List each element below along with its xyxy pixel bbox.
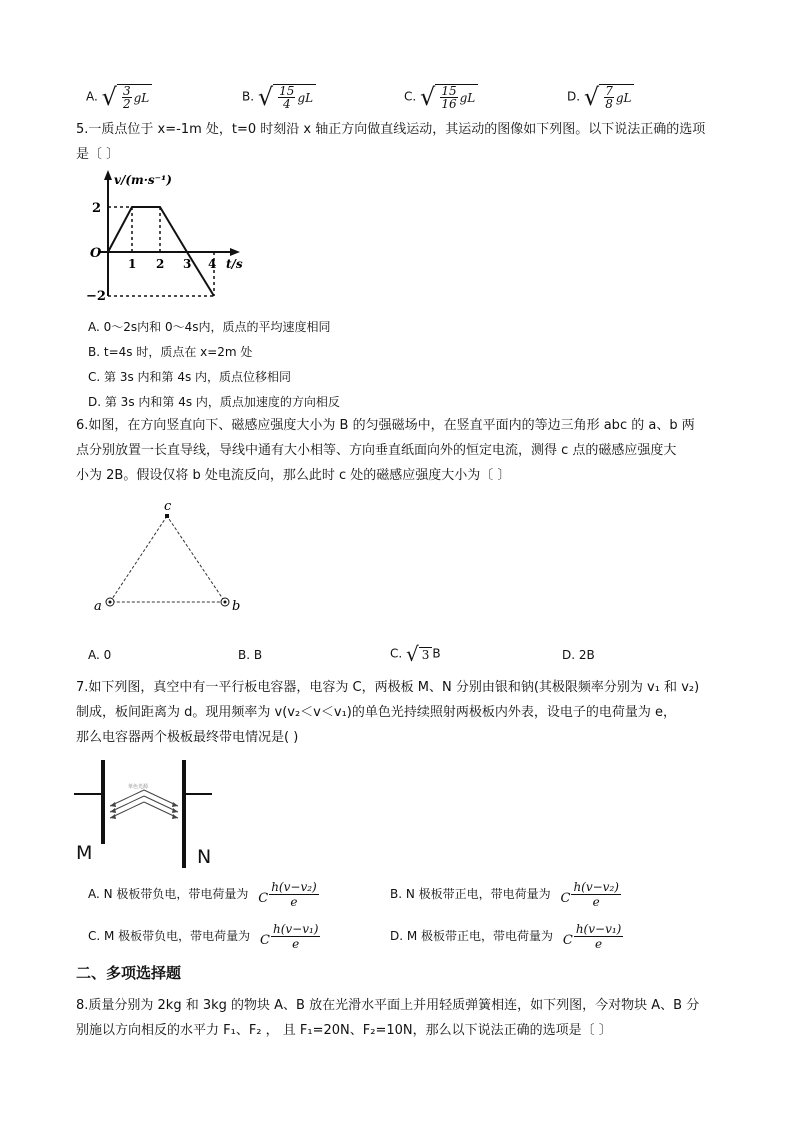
plate-n — [182, 760, 186, 868]
q5-option-b: B. t=4s 时，质点在 x=2m 处 — [88, 345, 253, 359]
section-heading: 二、多项选择题 — [76, 964, 182, 982]
capacitance: C — [560, 891, 571, 906]
q7-option-d — [390, 922, 623, 951]
option-letter: C. — [390, 646, 403, 661]
q6-triangle-diagram — [90, 498, 250, 618]
sqrt-expression: √ $\frac{15}{4}$ gL — [258, 84, 316, 110]
q7-option-b — [390, 880, 621, 909]
q6-option-d: D. 2B — [562, 648, 595, 662]
frac-num: 15 — [441, 84, 457, 98]
expr-tail: gL — [297, 90, 314, 105]
option-text: A. N 极板带负电，带电荷量为 — [88, 887, 249, 901]
frac-den: e — [292, 937, 300, 951]
y-axis-arrow — [104, 170, 112, 180]
origin-label: O — [90, 246, 102, 261]
charge-expression — [260, 922, 320, 951]
frac-num: 7 — [605, 84, 613, 98]
q8-stem-line1: 8.质量分别为 2kg 和 3kg 的物块 A、B 放在光滑水平面上并用轻质弹簧相连，如下列图，今对物块 A、B 分 — [76, 998, 700, 1013]
capacitance: C — [562, 933, 573, 948]
sqrt-expression: √ $\frac{15}{16}$ gL — [420, 84, 478, 110]
x-axis-arrow — [230, 248, 240, 256]
frac-num: h(v−v₁) — [575, 922, 622, 936]
charge-expression — [563, 922, 623, 951]
q6-option-b: B. B — [238, 648, 263, 662]
option-letter: C. — [404, 89, 417, 104]
frac-den: e — [595, 937, 603, 951]
expr-tail: gL — [459, 90, 476, 105]
frac-den: e — [290, 895, 298, 909]
option-text: C. M 极板带负电，带电荷量为 — [88, 929, 251, 943]
expr-tail: gL — [615, 90, 632, 105]
xtick-2: 2 — [156, 257, 165, 271]
q6-option-c — [390, 644, 441, 664]
q5-option-a: A. 0～2s内和 0～4s内，质点的平均速度相同 — [88, 320, 331, 334]
q5-option-d: D. 第 3s 内和第 4s 内，质点加速度的方向相反 — [88, 395, 340, 409]
frac-den: 16 — [441, 97, 457, 111]
frac-num: 15 — [279, 84, 295, 98]
q7-stem-line3: 那么电容器两个极板最终带电情况是( ) — [76, 730, 299, 745]
q6-stem-line1: 6.如图，在方向竖直向下、磁感应强度大小为 B 的匀强磁场中，在竖直平面内的等边三角形 abc 的 a、b 两 — [76, 418, 695, 433]
frac-den: 2 — [122, 97, 131, 111]
point-c — [165, 514, 169, 518]
light-source-label: 单色光源 — [128, 784, 149, 790]
q4-option-a — [86, 84, 152, 110]
wire-a-dot — [109, 601, 112, 604]
q6-option-a: A. 0 — [88, 648, 112, 662]
sqrt-body: 3 — [419, 647, 433, 662]
option-letter: B. — [242, 89, 255, 104]
ytick-minus2: −2 — [86, 289, 106, 304]
label-n: N — [197, 846, 212, 868]
option-text: D. M 极板带正电，带电荷量为 — [390, 929, 554, 943]
capacitance: C — [258, 891, 269, 906]
q5-stem-line1: 5.一质点位于 x=-1m 处，t=0 时刻沿 x 轴正方向做直线运动，其运动的图像如下列图。以下说法正确的选项 — [76, 122, 706, 137]
light-rays — [110, 790, 178, 818]
option-unit: B — [432, 646, 441, 661]
section-title — [76, 962, 181, 983]
sqrt-expression: √ $\frac{3}{2}$ gL — [102, 84, 153, 110]
frac-den: e — [592, 895, 600, 909]
x-axis-label: t/s — [226, 257, 243, 271]
q7-option-c — [88, 922, 320, 951]
label-m: M — [76, 842, 93, 864]
sqrt-expression: √ $\frac{7}{8}$ gL — [584, 84, 635, 110]
q6-stem-line2: 点分别放置一长直导线，导线中通有大小相等、方向垂直纸面向外的恒定电流，测得 c 点的磁感应强度大 — [76, 443, 677, 458]
frac-num: h(v−v₂) — [573, 880, 619, 894]
q5-stem-line2: 是〔 〕 — [76, 147, 120, 162]
ray-arrows — [110, 802, 178, 819]
triangle-abc — [110, 516, 225, 602]
xtick-4: 4 — [208, 257, 217, 271]
charge-expression — [258, 880, 318, 909]
xtick-1: 1 — [128, 257, 137, 271]
q5-option-c: C. 第 3s 内和第 4s 内，质点位移相同 — [88, 370, 292, 384]
frac-den: 4 — [282, 97, 291, 111]
q4-option-d — [567, 84, 634, 110]
q5-velocity-time-graph — [84, 168, 254, 308]
sqrt-expression: √ 3 — [406, 644, 432, 664]
q4-option-b — [242, 84, 316, 110]
frac-den: 8 — [605, 97, 613, 111]
capacitance: C — [260, 933, 270, 948]
frac-num: 3 — [122, 84, 131, 98]
frac-num: h(v−v₂) — [271, 880, 317, 894]
label-c: c — [164, 499, 172, 514]
option-letter: D. — [567, 89, 581, 104]
q7-stem-line1: 7.如下列图，真空中有一平行板电容器，电容为 C，两极板 M、N 分别由银和钠(其极限频率分别为 v₁ 和 v₂) — [76, 680, 700, 695]
expr-tail: gL — [133, 90, 150, 105]
label-a: a — [94, 599, 102, 614]
label-b: b — [232, 599, 241, 614]
frac-num: h(v−v₁) — [272, 922, 319, 936]
plate-m — [101, 760, 105, 844]
y-axis-label: v/(m·s⁻¹) — [114, 173, 172, 187]
q7-stem-line2: 制成，板间距离为 d。现用频率为 v(v₂＜v＜v₁)的单色光持续照射两极板内外表，设电子的电荷量为 e， — [76, 705, 676, 720]
q7-option-a — [88, 880, 319, 909]
q4-option-c — [404, 84, 478, 110]
wire-b-dot — [224, 601, 227, 604]
q8-stem-line2: 别施以方向相反的水平力 F₁、F₂ ， 且 F₁=20N、F₂=10N，那么以下说法正确的选项是〔 〕 — [76, 1023, 612, 1038]
xtick-3: 3 — [183, 257, 192, 271]
option-text: B. N 极板带正电，带电荷量为 — [390, 887, 551, 901]
option-letter: A. — [86, 89, 98, 104]
ytick-2: 2 — [92, 201, 102, 216]
charge-expression — [560, 880, 620, 909]
q6-stem-line3: 小为 2B。假设仅将 b 处电流反向，那么此时 c 处的磁感应强度大小为〔 〕 — [76, 468, 511, 483]
